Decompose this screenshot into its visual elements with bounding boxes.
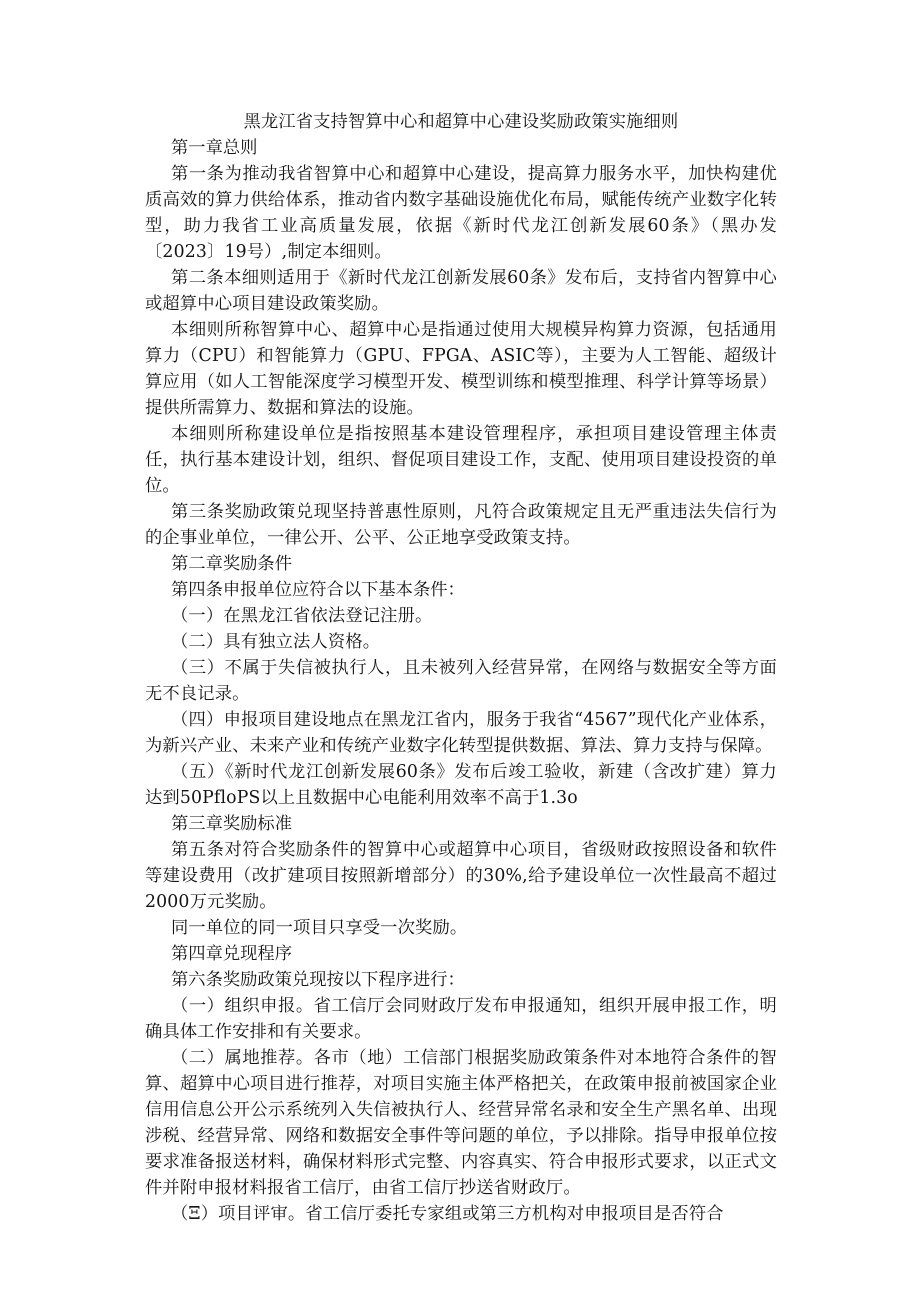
document-title: 黑龙江省支持智算中心和超算中心建设奖励政策实施细则 bbox=[243, 112, 679, 132]
section-heading: 第四条申报单位应符合以下基本条件： bbox=[171, 580, 465, 600]
paragraph: （五）《新时代龙江创新发展60条》发布后竣工验收，新建（含改扩建）算力达到50PfloPS以上且数据中心电能利用效率不高于1.3o bbox=[145, 762, 777, 808]
document-body bbox=[145, 135, 777, 1227]
section-heading: 第一章总则 bbox=[171, 138, 258, 158]
paragraph: 本细则所称智算中心、超算中心是指通过使用大规模异构算力资源，包括通用算力（CPU）和智能算力（GPU、FPGA、ASIC等），主要为人工智能、超级计算应用（如人工智能深度学习模型开发、模型训练和模型推理、科学计算等场景）提供所需算力、数据和算法的设施。 bbox=[145, 320, 777, 418]
paragraph: （一）组织申报。省工信厅会同财政厅发布申报通知，组织开展申报工作，明确具体工作安排和有关要求。 bbox=[145, 996, 777, 1042]
section-heading: 第四章兑现程序 bbox=[171, 944, 292, 964]
paragraph: 本细则所称建设单位是指按照基本建设管理程序，承担项目建设管理主体责任，执行基本建设计划，组织、督促项目建设工作，支配、使用项目建设投资的单位。 bbox=[145, 424, 777, 496]
paragraph: （一）在黑龙江省依法登记注册。 bbox=[171, 606, 433, 626]
paragraph: （四）申报项目建设地点在黑龙江省内，服务于我省“4567”现代化产业体系，为新兴产业、未来产业和传统产业数字化转型提供数据、算法、算力支持与保障。 bbox=[145, 710, 777, 756]
paragraph: 同一单位的同一项目只享受一次奖励。 bbox=[171, 918, 468, 938]
section-heading: 第六条奖励政策兑现按以下程序进行： bbox=[171, 970, 465, 990]
paragraph: （Ξ）项目评审。省工信厅委托专家组或第三方机构对申报项目是否符合 bbox=[171, 1204, 724, 1224]
paragraph: 第五条对符合奖励条件的智算中心或超算中心项目，省级财政按照设备和软件等建设费用（改扩建项目按照新增部分）的30%,给予建设单位一次性最高不超过2000万元奖励。 bbox=[145, 840, 777, 912]
paragraph: （二）属地推荐。各市（地）工信部门根据奖励政策条件对本地符合条件的智算、超算中心项目进行推荐，对项目实施主体严格把关，在政策申报前被国家企业信用信息公开公示系统列入失信被执行人、经营异常名录和安全生产黑名单、出现涉税、经营异常、网络和数据安全事件等问题的单位，予以排除。指导申报单位按要求准备报送材料，确保材料形式完整、内容真实、符合申报形式要求，以正式文件并附申报材料报省工信厅，由省工信厅抄送省财政厅。 bbox=[145, 1048, 777, 1198]
paragraph: 第二条本细则适用于《新时代龙江创新发展60条》发布后，支持省内智算中心或超算中心项目建设政策奖励。 bbox=[145, 268, 777, 314]
paragraph: （二）具有独立法人资格。 bbox=[171, 632, 381, 652]
paragraph: 第三条奖励政策兑现坚持普惠性原则，凡符合政策规定且无严重违法失信行为的企事业单位，一律公开、公平、公正地享受政策支持。 bbox=[145, 502, 777, 548]
paragraph: （三）不属于失信被执行人，且未被列入经营异常，在网络与数据安全等方面无不良记录。 bbox=[145, 658, 777, 704]
section-heading: 第三章奖励标准 bbox=[171, 814, 292, 834]
section-heading: 第二章奖励条件 bbox=[171, 554, 292, 574]
document-page bbox=[145, 110, 777, 1227]
paragraph: 第一条为推动我省智算中心和超算中心建设，提高算力服务水平，加快构建优质高效的算力供给体系，推动省内数字基础设施优化布局，赋能传统产业数字化转型，助力我省工业高质量发展，依据《新时代龙江创新发展60条》（黑办发〔2023〕19号）,制定本细则。 bbox=[145, 164, 777, 262]
